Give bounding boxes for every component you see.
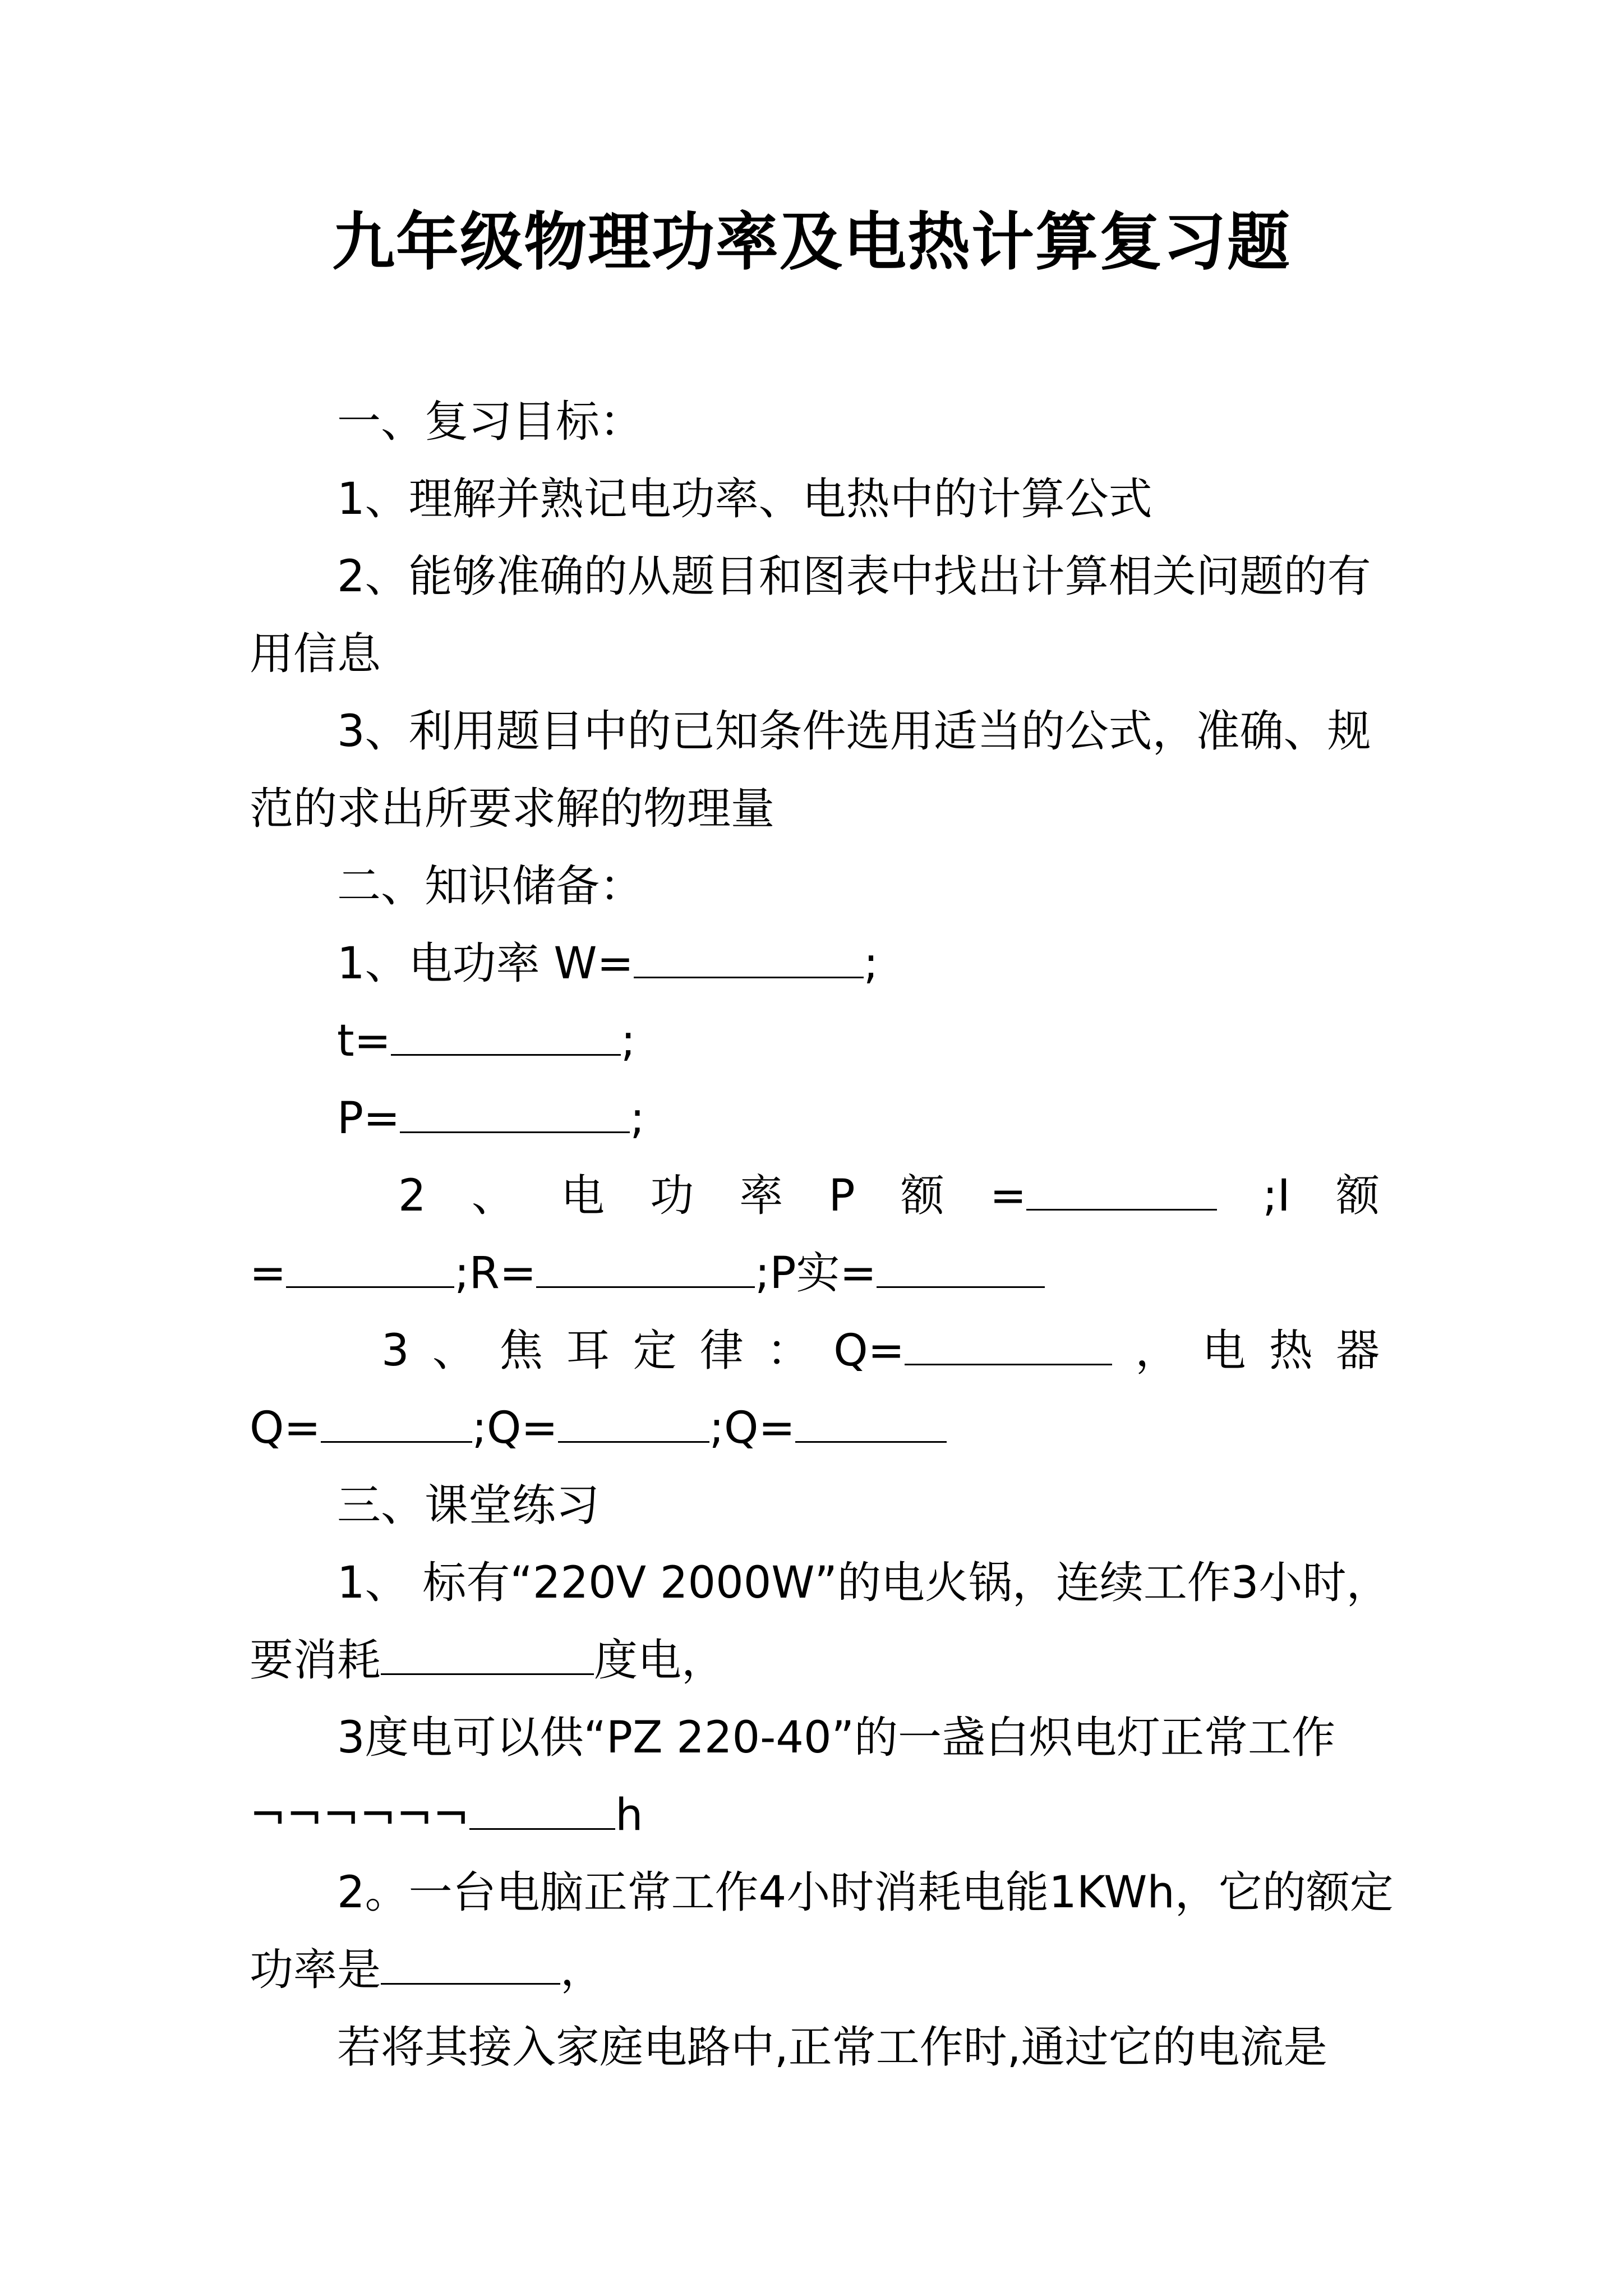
k3-q2-label: ;Q= [472, 1403, 558, 1453]
k2-p-rated-blank [1026, 1170, 1217, 1211]
p1-time-unit: h [615, 1790, 643, 1841]
k2-token: 额 [900, 1171, 944, 1221]
practice-1-line-3: 3度电可以供“PZ 220-40”的一盏白炽电灯正常工作 [337, 1713, 1335, 1763]
p1-time-prefix: ¬¬¬¬¬¬ [250, 1790, 470, 1841]
k2-r-label: ;R= [454, 1248, 537, 1299]
k2-i-blank [286, 1247, 454, 1288]
goal-3-line-2: 范的求出所要求解的物理量 [250, 784, 775, 834]
knowledge-item-1-t [250, 1002, 1380, 1080]
p1-energy-suffix: 度电， [594, 1635, 726, 1686]
k2-i-label: ;I [1262, 1171, 1290, 1221]
k3-q2-blank [558, 1402, 709, 1443]
k2-i-rated: 额 [1335, 1171, 1380, 1221]
k3-token: 定 [633, 1326, 677, 1376]
k3-q1-label: Q= [250, 1403, 321, 1453]
knowledge-item-2-line-2 [250, 1235, 1380, 1312]
k2-token: 2 [398, 1171, 426, 1221]
k2-token: 功 [650, 1171, 694, 1221]
k3-token: 、 [432, 1326, 476, 1376]
k3-q1-blank [321, 1402, 472, 1443]
p1-energy-prefix: 要消耗 [250, 1635, 381, 1686]
k3-q-blank [905, 1324, 1112, 1365]
knowledge-item-3-line-1 [250, 1312, 1380, 1389]
k2-r-blank [536, 1247, 755, 1288]
practice-2-line-2 [250, 1931, 1380, 2009]
k3-q-group [833, 1312, 1112, 1389]
practice-1-line-4 [250, 1777, 1380, 1854]
knowledge-item-2-line-1 [250, 1157, 1380, 1235]
p2-power-suffix: ， [560, 1945, 605, 1995]
k3-q3-blank [795, 1402, 947, 1443]
k2-pshi-label: ;P实= [755, 1248, 877, 1299]
k1-w-blank [634, 937, 864, 978]
k1-t-semicolon: ; [620, 1016, 636, 1066]
k2-token: = [989, 1171, 1027, 1221]
document-title: 九年级物理功率及电热计算复习题 [332, 205, 1291, 279]
p1-time-blank [469, 1789, 615, 1830]
goals-heading: 一、复习目标： [337, 397, 644, 447]
k2-token: 率 [739, 1171, 783, 1221]
goal-3-line-1: 3、利用题目中的已知条件选用适当的公式，准确、规 [337, 706, 1371, 757]
k2-token: P [828, 1171, 855, 1221]
k2-token: 、 [471, 1171, 515, 1221]
k1-w-label: 1、电功率 W= [337, 938, 634, 989]
goal-2-line-2: 用信息 [250, 629, 381, 679]
practice-2-line-3: 若将其接入家庭电路中,正常工作时,通过它的电流是 [337, 2022, 1327, 2073]
k2-p-rated-group [990, 1157, 1217, 1235]
knowledge-item-1-p [250, 1080, 1380, 1157]
k3-token: Q= [833, 1326, 905, 1376]
knowledge-item-3-line-2 [250, 1389, 1380, 1467]
k1-p-blank [400, 1092, 630, 1133]
k3-token: 焦 [499, 1326, 543, 1376]
k3-token: 律 [699, 1326, 744, 1376]
p1-energy-blank [381, 1634, 594, 1675]
k3-tail: 电 [1202, 1326, 1246, 1376]
p2-power-blank [381, 1944, 560, 1985]
knowledge-item-1-w [250, 925, 1380, 1002]
k1-t-blank [391, 1015, 621, 1056]
k3-q3-label: ;Q= [709, 1403, 795, 1453]
k1-w-semicolon: ; [863, 938, 879, 989]
k3-comma: ， [1135, 1326, 1179, 1376]
k2-token: 电 [561, 1171, 605, 1221]
k3-token: ： [767, 1326, 811, 1376]
k1-t-label: t= [337, 1016, 391, 1066]
document-body [250, 383, 1394, 2086]
k3-token: 3 [381, 1326, 409, 1376]
k3-token: 耳 [566, 1326, 610, 1376]
k2-i-equals: = [250, 1248, 287, 1299]
k3-tail: 热 [1269, 1326, 1313, 1376]
k1-p-label: P= [337, 1093, 400, 1144]
k3-tail: 器 [1335, 1326, 1380, 1376]
practice-heading: 三、课堂练习 [337, 1480, 600, 1531]
practice-1-line-2 [250, 1622, 1380, 1699]
p2-power-prefix: 功率是 [250, 1945, 381, 1995]
knowledge-heading: 二、知识储备： [337, 861, 644, 912]
practice-1-line-1: 1、 标有“220V 2000W”的电火锅，连续工作3小时， [337, 1558, 1390, 1608]
k1-p-semicolon: ; [630, 1093, 645, 1144]
goal-1: 1、理解并熟记电功率、电热中的计算公式 [337, 474, 1152, 524]
goal-2-line-1: 2、能够准确的从题目和图表中找出计算相关问题的有 [337, 551, 1371, 602]
practice-2-line-1: 2。一台电脑正常工作4小时消耗电能1KWh，它的额定 [337, 1867, 1394, 1918]
k2-pshi-blank [877, 1247, 1045, 1288]
